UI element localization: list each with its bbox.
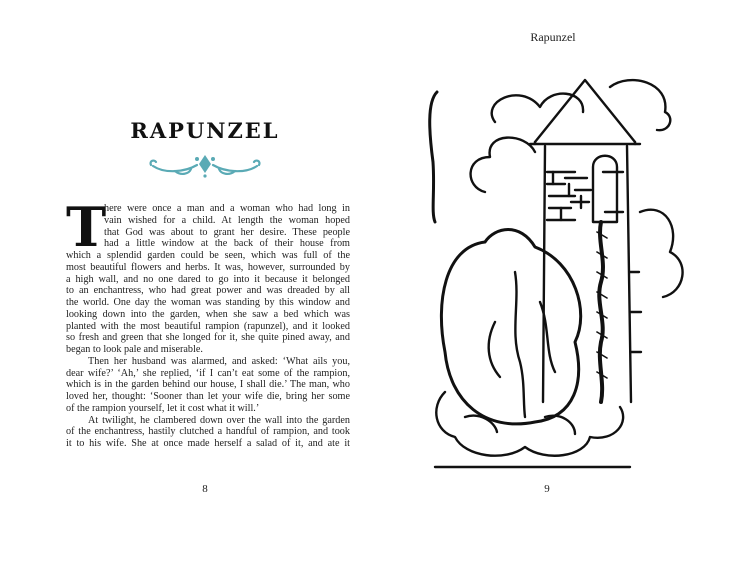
page-number-left: 8	[202, 483, 208, 495]
text-line: most beautiful flowers and herbs. It was, however, surrounded by	[66, 261, 350, 273]
ornament-flourish	[145, 150, 265, 180]
text-line: began to look pale and miserable.	[66, 344, 203, 355]
page-number-right: 9	[544, 483, 550, 495]
chapter-title: RAPUNZEL	[130, 118, 280, 143]
text-line: here were once a man and a woman who had long in	[104, 203, 350, 214]
text-line: which is in the garden behind our house, I shall die.’ The man, who	[66, 379, 350, 391]
running-head: Rapunzel	[530, 30, 576, 44]
text-line: looking down into the garden, when she saw a bed which was	[66, 308, 350, 320]
text-line: that God was about to grant her desire. These people	[104, 226, 350, 238]
text-line: planted with the most beautiful rampion (rapunzel), and it looked	[66, 320, 350, 332]
tower-illustration	[425, 72, 695, 472]
drop-cap: T	[66, 195, 107, 259]
text-line: had a little window at the back of their house from	[104, 238, 350, 250]
text-line: to an enchantress, who had great power and was dreaded by all	[66, 285, 350, 297]
text-line: of the rampion yourself, let it cost what it will.’	[66, 402, 260, 414]
text-line: it to his wife. She at once made herself a salad of it, and ate it	[66, 438, 350, 449]
story-text	[66, 195, 350, 450]
text-line: At twilight, he clambered down over the wall into the garden	[88, 414, 350, 426]
text-line: vain wished for a child. At length the woman hoped	[104, 214, 350, 226]
text-line: a high wall, and no one dared to go into it because it belonged	[66, 273, 350, 285]
text-line: loved her, thought: ‘Sooner than let your wife die, bring her some	[66, 391, 350, 402]
text-line: the world. One day the woman was standing by this window and	[66, 297, 350, 308]
right-page	[375, 0, 750, 562]
text-line: Then her husband was alarmed, and asked: ‘What ails you,	[88, 355, 350, 367]
text-line: which a splendid garden could be seen, which was full of the	[66, 250, 350, 261]
text-line: dear wife?’ ‘Ah,’ she replied, ‘if I can’t eat some of the rampion,	[66, 367, 350, 379]
text-line: of the enchantress, hastily clutched a handful of rampion, and took	[66, 426, 350, 438]
text-line: so fresh and green that she longed for it, she quite pined away, and	[66, 332, 350, 344]
